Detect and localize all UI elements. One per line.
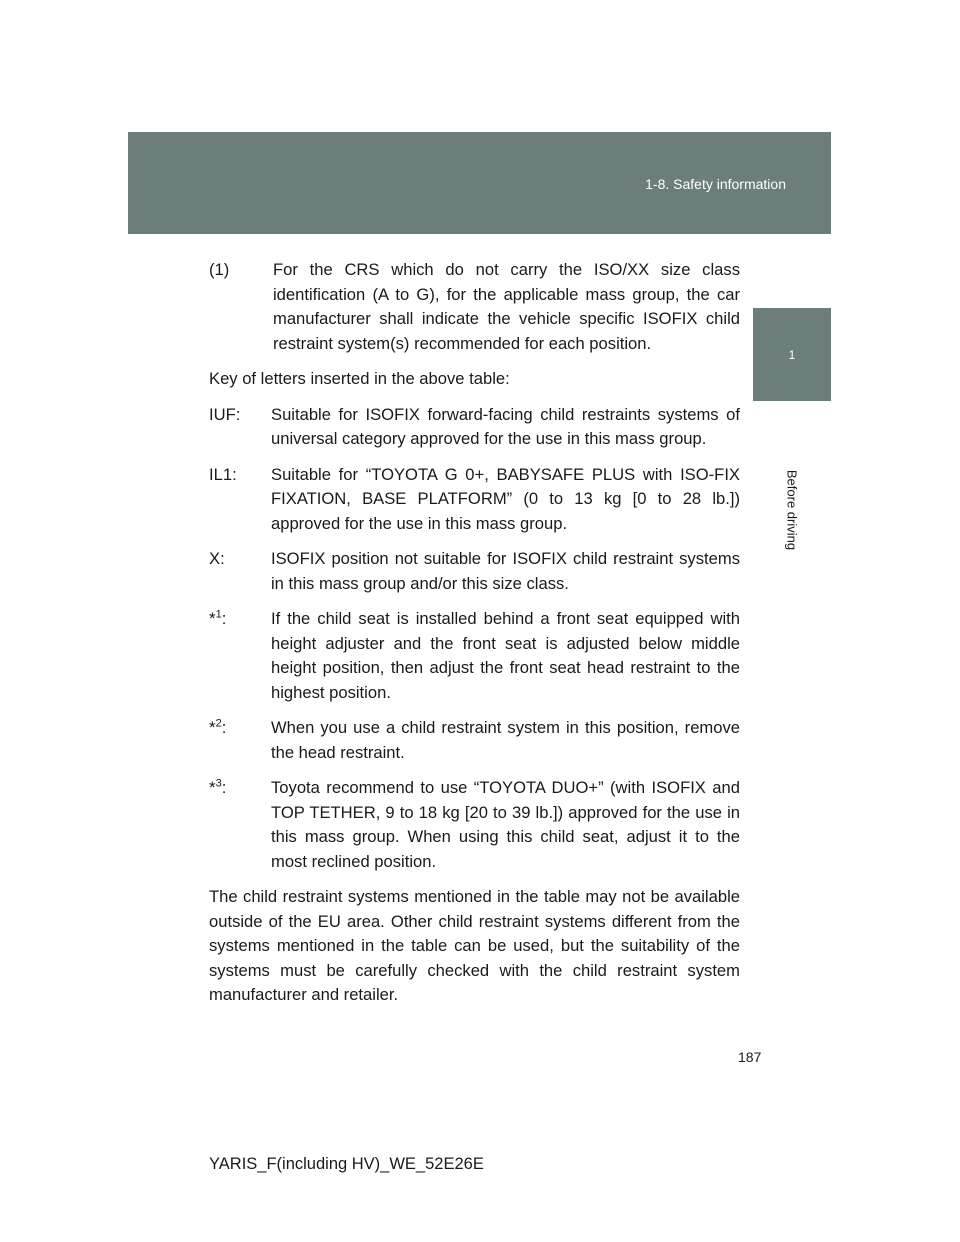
colon: :	[221, 778, 227, 797]
chapter-number: 1	[788, 347, 796, 362]
page-number: 187	[738, 1049, 762, 1065]
footnote-number: 1	[215, 608, 222, 621]
key-item-iuf	[209, 403, 740, 452]
key-text: Suitable for “TOYOTA G 0+, BABYSAFE PLUS with ISO-FIX FIXATION, BASE PLATFORM” (0 to 13 kg [0 to 28 lb.]) approved for the use in this mass group.	[271, 464, 740, 533]
footnote-text: When you use a child restraint system in this position, remove the head restraint.	[271, 718, 740, 762]
key-item-x	[209, 547, 740, 596]
asterisk: *	[209, 778, 216, 797]
key-text: ISOFIX position not suitable for ISOFIX child restraint systems in this mass group and/or this size class.	[271, 549, 740, 593]
footnote-number: 3	[215, 777, 222, 790]
page-content	[209, 258, 740, 1019]
section-title: 1-8. Safety information	[645, 176, 786, 192]
closing-paragraph: The child restraint systems mentioned in the table may not be available outside of the EU area. Other child restraint systems different from the systems mentioned in the table can be used, but the suitability of the systems must be carefully checked with the child restraint system manufacturer and retailer.	[209, 887, 740, 1004]
key-text: Suitable for ISOFIX forward-facing child restraints systems of universal category approved for the use in this mass group.	[271, 404, 740, 448]
footnote-marker	[209, 716, 271, 765]
colon: :	[221, 609, 227, 628]
footnote-marker	[209, 776, 271, 874]
asterisk: *	[209, 609, 216, 628]
footnote-text: If the child seat is installed behind a front seat equipped with height adjuster and the front seat is adjusted below middle height position, then adjust the front seat head restraint to the highest position.	[271, 609, 740, 702]
note-label: (1)	[209, 260, 230, 279]
asterisk: *	[209, 718, 216, 737]
key-label: IUF:	[209, 404, 241, 424]
footnote-3	[209, 776, 740, 874]
key-label: IL1:	[209, 464, 237, 484]
note-1	[209, 258, 740, 356]
key-item-il1	[209, 463, 740, 537]
document-id: YARIS_F(including HV)_WE_52E26E	[209, 1155, 484, 1173]
chapter-tab	[753, 308, 831, 401]
colon: :	[221, 718, 227, 737]
footnote-marker	[209, 607, 271, 705]
chapter-label: Before driving	[784, 469, 800, 551]
footnote-2	[209, 716, 740, 765]
footnote-text: Toyota recommend to use “TOYOTA DUO+” (with ISOFIX and TOP TETHER, 9 to 18 kg [20 to 39 lb.]) approved for the use in this mass group. When using this child seat, adjust it to the most reclined position.	[271, 778, 740, 871]
footnote-1	[209, 607, 740, 705]
note-text: For the CRS which do not carry the ISO/XX size class identification (A to G), for the applicable mass group, the car manufacturer shall indicate the vehicle specific ISOFIX child restraint system(s) recommended for each position.	[273, 260, 740, 353]
footnote-number: 2	[215, 717, 222, 730]
key-label: X:	[209, 549, 225, 568]
header-band	[128, 132, 831, 234]
key-heading: Key of letters inserted in the above table:	[209, 369, 510, 388]
